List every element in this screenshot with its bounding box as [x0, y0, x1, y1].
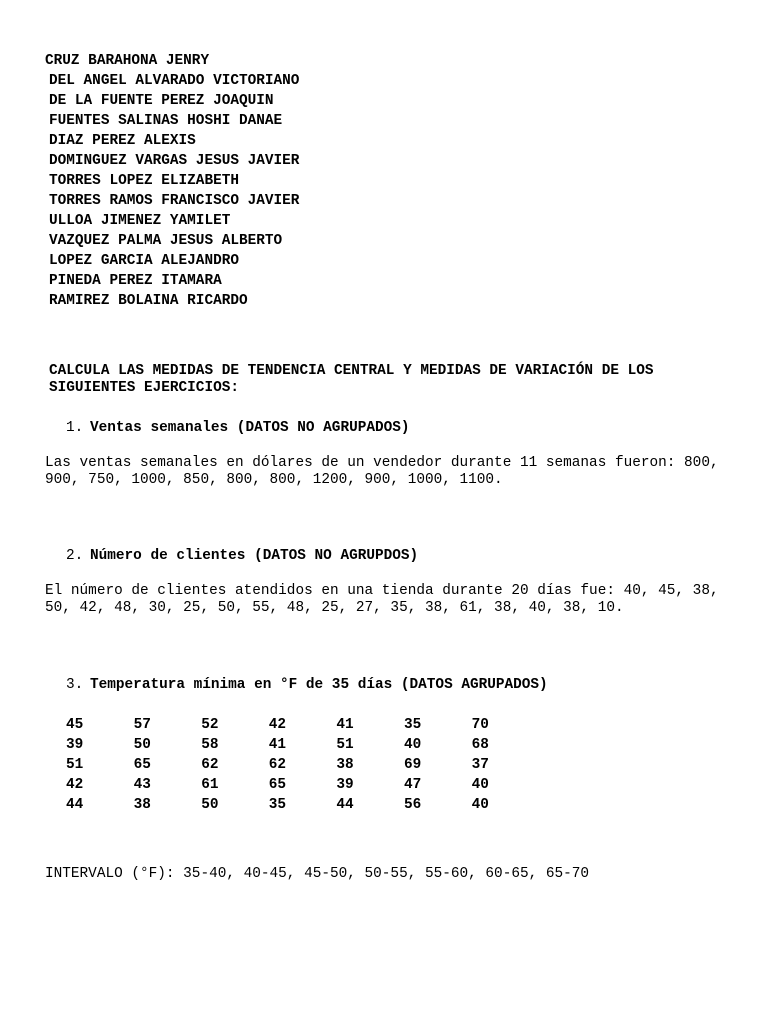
student-name: ULLOA JIMENEZ YAMILET — [49, 213, 231, 229]
student-name: FUENTES SALINAS HOSHI DANAE — [49, 113, 283, 129]
table-cell: 65 — [133, 757, 151, 773]
table-cell: 62 — [268, 757, 287, 773]
table-cell: 42 — [268, 717, 287, 733]
table-cell: 44 — [66, 797, 84, 813]
table-cell: 61 — [201, 777, 219, 793]
table-cell: 37 — [471, 757, 489, 773]
exercise-title: Temperatura mínima en °F de 35 días (DATOS AGRUPADOS) — [90, 677, 548, 693]
student-name: PINEDA PEREZ ITAMARA — [49, 273, 222, 289]
student-name-list — [45, 51, 299, 311]
table-row — [66, 795, 539, 815]
temperature-table — [66, 715, 539, 815]
student-name: DOMINGUEZ VARGAS JESUS JAVIER — [49, 153, 300, 169]
exercise-3-heading — [66, 677, 548, 694]
table-cell: 51 — [336, 737, 354, 753]
table-cell: 50 — [133, 737, 151, 753]
table-cell: 62 — [201, 757, 219, 773]
student-name: TORRES RAMOS FRANCISCO JAVIER — [49, 193, 300, 209]
exercise-1-heading — [66, 420, 410, 437]
table-cell: 43 — [133, 777, 151, 793]
table-cell: 65 — [268, 777, 287, 793]
interval-text: INTERVALO (°F): 35-40, 40-45, 45-50, 50-55, 55-60, 60-65, 65-70 — [45, 866, 590, 882]
table-cell: 41 — [336, 717, 354, 733]
table-cell: 51 — [66, 757, 84, 773]
exercise-title: Ventas semanales (DATOS NO AGRUPADOS) — [90, 420, 410, 436]
exercise-number: 3. — [66, 677, 84, 693]
table-row — [66, 735, 539, 755]
student-name: DEL ANGEL ALVARADO VICTORIANO — [49, 73, 300, 89]
table-cell: 40 — [471, 777, 489, 793]
table-cell: 41 — [268, 737, 287, 753]
exercise-1-text: Las ventas semanales en dólares de un vendedor durante 11 semanas fueron: 800, 900, 750, 1000, 850, 800, 800, 1200, 900, 1000, 1100. — [45, 455, 719, 488]
table-cell: 50 — [201, 797, 219, 813]
table-cell: 56 — [403, 797, 422, 813]
table-cell: 45 — [66, 717, 84, 733]
exercise-2-text: El número de clientes atendidos en una tienda durante 20 días fue: 40, 45, 38, 50, 42, 48, 30, 25, 50, 55, 48, 25, 27, 35, 38, 61, 38, 40, 38, 10. — [45, 583, 719, 616]
student-name: LOPEZ GARCIA ALEJANDRO — [49, 253, 239, 269]
instructions-heading: CALCULA LAS MEDIDAS DE TENDENCIA CENTRAL Y MEDIDAS DE VARIACIÓN DE LOS SIGUIENTES EJERCICIOS: — [49, 363, 654, 396]
student-name: TORRES LOPEZ ELIZABETH — [49, 173, 239, 189]
table-cell: 42 — [66, 777, 84, 793]
table-row — [66, 755, 539, 775]
table-cell: 52 — [201, 717, 219, 733]
table-cell: 58 — [201, 737, 219, 753]
table-cell: 44 — [336, 797, 354, 813]
exercise-2-heading — [66, 548, 418, 565]
exercise-title: Número de clientes (DATOS NO AGRUPDOS) — [90, 548, 419, 564]
table-cell: 35 — [403, 717, 422, 733]
table-row — [66, 775, 539, 795]
table-cell: 69 — [403, 757, 422, 773]
table-cell: 70 — [471, 717, 489, 733]
exercise-number: 1. — [66, 420, 84, 436]
table-cell: 40 — [471, 797, 489, 813]
table-cell: 38 — [133, 797, 151, 813]
table-row — [66, 715, 539, 735]
table-cell: 68 — [471, 737, 489, 753]
table-cell: 35 — [268, 797, 287, 813]
student-name: DIAZ PEREZ ALEXIS — [49, 133, 196, 149]
student-name: VAZQUEZ PALMA JESUS ALBERTO — [49, 233, 283, 249]
table-cell: 39 — [336, 777, 354, 793]
table-cell: 39 — [66, 737, 84, 753]
table-cell: 57 — [133, 717, 151, 733]
table-cell: 38 — [336, 757, 354, 773]
student-name: DE LA FUENTE PEREZ JOAQUIN — [49, 93, 274, 109]
table-cell: 40 — [403, 737, 422, 753]
student-name: RAMIREZ BOLAINA RICARDO — [49, 293, 248, 309]
table-cell: 47 — [403, 777, 422, 793]
exercise-number: 2. — [66, 548, 84, 564]
student-name: CRUZ BARAHONA JENRY — [45, 53, 210, 69]
